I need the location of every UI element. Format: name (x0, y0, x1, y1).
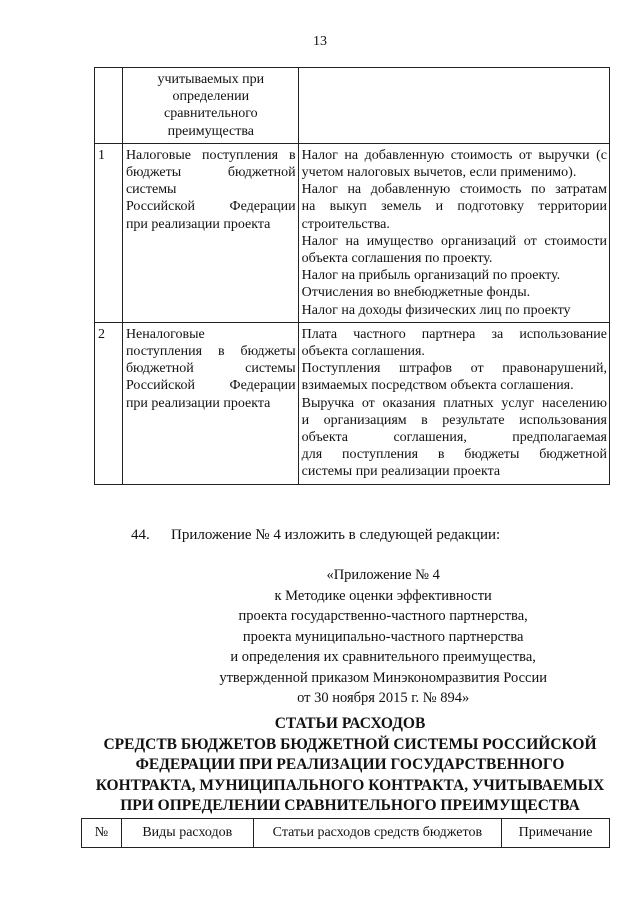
table-header-row (82, 819, 610, 848)
cell-num: 1 (95, 143, 123, 322)
paragraph-text: Приложение № 4 изложить в следующей редакции: (171, 527, 501, 543)
column-header-expense-items: Статьи расходов средств бюджетов (253, 819, 501, 848)
cell-desc: Неналоговые поступления в бюджеты бюджетной системы Российской Федерации при реализации проекта (122, 322, 298, 484)
cell-desc: Налоговые поступления в бюджеты бюджетной системы Российской Федерации при реализации проекта (122, 143, 298, 322)
column-header-note: Примечание (502, 819, 610, 848)
cell-num (95, 68, 123, 144)
table-row-continuation (95, 68, 610, 144)
cell-items: Налог на добавленную стоимость от выручки (с учетом налоговых вычетов, если применимо). Налог на добавленную стоимость по затратам на выкуп земель и подготовку территории строительства. Налог на имущество организаций от стоимости объекта соглашения по проекту. Налог на прибыль организаций по проекту. Отчисления во внебюджетные фонды. Налог на доходы физических лиц по проекту (298, 143, 609, 322)
page-number: 13 (313, 34, 327, 49)
section-heading: СТАТЬИ РАСХОДОВ СРЕДСТВ БЮДЖЕТОВ БЮДЖЕТНОЙ СИСТЕМЫ РОССИЙСКОЙ ФЕДЕРАЦИИ ПРИ РЕАЛИЗАЦИИ ГОСУДАРСТВЕННОГО КОНТРАКТА, МУНИЦИПАЛЬНОГО КОНТРАКТА, УЧИТЫВАЕМЫХ ПРИ ОПРЕДЕЛЕНИИ СРАВНИТЕЛЬНОГО ПРЕИМУЩЕСТВА (95, 715, 605, 814)
paragraph-number: 44. (131, 527, 150, 543)
cell-desc: учитываемых при определении сравнительного преимущества (122, 68, 298, 144)
table-row (95, 322, 610, 484)
cell-items: Плата частного партнера за использование объекта соглашения. Поступления штрафов от правонарушений, взимаемых посредством объекта соглашения. Выручка от оказания платных услуг населению и организациям в результате использования объекта соглашения, предполагаемая для поступления в бюджеты бюджетной системы при реализации проекта (298, 322, 609, 484)
table-row (95, 143, 610, 322)
column-header-number: № (82, 819, 122, 848)
revenue-table (94, 67, 610, 485)
expense-table-header (81, 818, 610, 848)
cell-num: 2 (95, 322, 123, 484)
cell-items (298, 68, 609, 144)
paragraph-44 (131, 527, 500, 544)
column-header-expense-types: Виды расходов (121, 819, 253, 848)
appendix-header: «Приложение № 4 к Методике оценки эффективности проекта государственно-частного партнерства, проекта муниципально-частного партнерства и определения их сравнительного преимущества, утвержденной приказом Минэкономразвития России от 30 ноября 2015 г. № 894» (219, 567, 547, 706)
